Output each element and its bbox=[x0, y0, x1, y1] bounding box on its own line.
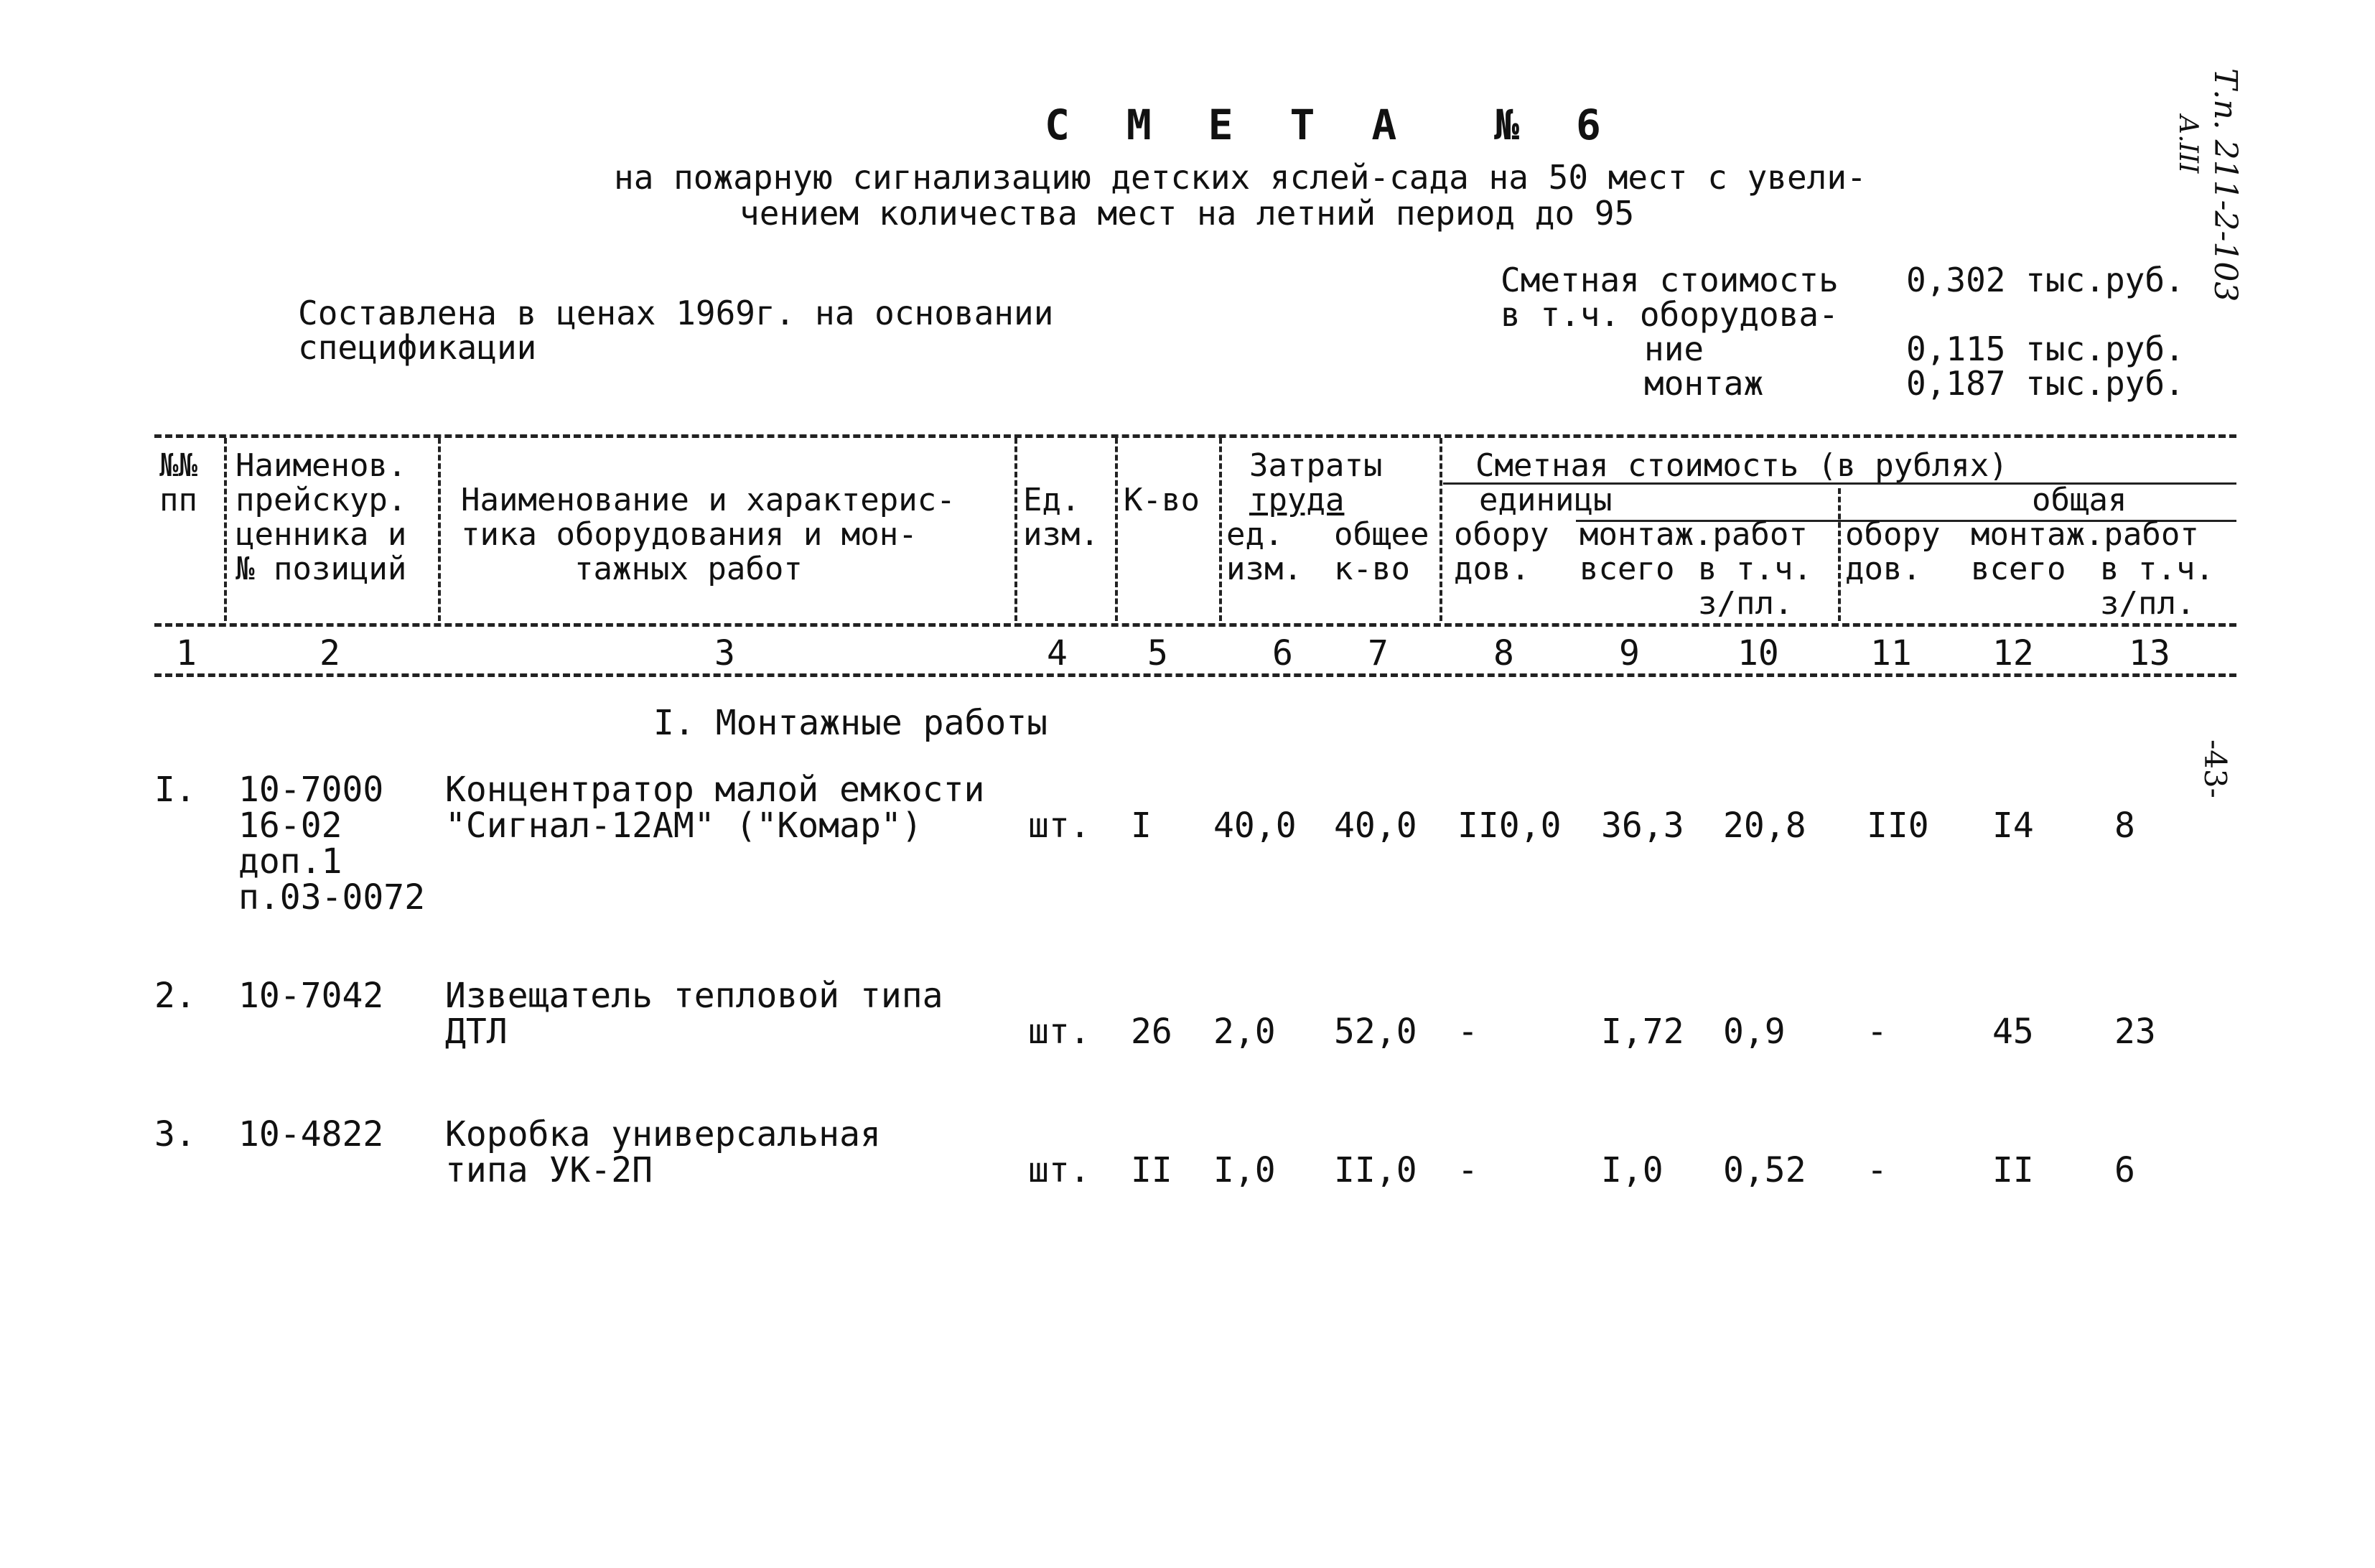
row2-labor-unit: 2,0 bbox=[1213, 1012, 1276, 1052]
side-code: Т.п. 211-2-103 bbox=[2207, 68, 2244, 302]
row3-qty: II bbox=[1131, 1150, 1172, 1190]
header-labor-unit-2: изм. bbox=[1226, 551, 1302, 587]
header-col3-line1: Наименование и характерис- bbox=[461, 482, 956, 518]
colnum-11: 11 bbox=[1870, 633, 1912, 673]
row1-name-1: Концентратор малой емкости bbox=[445, 770, 985, 810]
colnum-7: 7 bbox=[1368, 633, 1389, 673]
colnum-4: 4 bbox=[1047, 633, 1068, 673]
row2-wage-total: 23 bbox=[2114, 1012, 2156, 1052]
colnum-6: 6 bbox=[1272, 633, 1293, 673]
col-sep-2 bbox=[438, 438, 441, 621]
subtitle-line-2: чением количества мест на летний период до 95 bbox=[739, 194, 1635, 233]
header-col1-line2: пп bbox=[159, 482, 197, 518]
header-labor-unit-1: ед. bbox=[1226, 516, 1284, 553]
row3-name-2: типа УК-2П bbox=[445, 1150, 653, 1190]
row1-code-3: доп.1 bbox=[238, 841, 342, 882]
header-col2-line3: ценника и bbox=[235, 516, 407, 553]
colnum-9: 9 bbox=[1619, 633, 1640, 673]
row2-mount-total: 45 bbox=[1992, 1012, 2034, 1052]
row2-name-1: Извещатель тепловой типа bbox=[445, 976, 943, 1016]
header-col3-line3: тажных работ bbox=[574, 551, 803, 587]
header-col4-line2: изм. bbox=[1023, 516, 1099, 553]
row2-equip-total: - bbox=[1867, 1012, 1888, 1052]
row3-mount-unit: I,0 bbox=[1601, 1150, 1664, 1190]
row1-equip-total: II0 bbox=[1867, 806, 1929, 846]
side-album: А.III bbox=[2173, 115, 2203, 174]
row1-labor-total: 40,0 bbox=[1334, 806, 1417, 846]
row1-equip-unit: II0,0 bbox=[1457, 806, 1562, 846]
header-all-unit: всего bbox=[1580, 551, 1675, 587]
page-number: -43- bbox=[2198, 739, 2233, 798]
row3-unit: шт. bbox=[1028, 1150, 1091, 1190]
header-col1-line1: №№ bbox=[159, 447, 197, 484]
document-title: С М Е Т А № 6 bbox=[1045, 101, 1617, 149]
header-col2-line4: № позиций bbox=[235, 551, 407, 587]
composed-line-1: Составлена в ценах 1969г. на основании bbox=[298, 294, 1054, 332]
colnum-1: 1 bbox=[176, 633, 197, 673]
row3-mount-total: II bbox=[1992, 1150, 2034, 1190]
row3-equip-total: - bbox=[1867, 1150, 1888, 1190]
mount-label: монтаж bbox=[1644, 364, 1764, 403]
row3-code-1: 10-4822 bbox=[238, 1114, 384, 1154]
col-sep-7 bbox=[1440, 438, 1442, 621]
header-equip-unit-1: обору bbox=[1454, 516, 1549, 553]
row1-unit: шт. bbox=[1028, 806, 1091, 846]
row1-code-2: 16-02 bbox=[238, 806, 342, 846]
row3-labor-total: II,0 bbox=[1334, 1150, 1417, 1190]
row1-mount-total: I4 bbox=[1992, 806, 2034, 846]
header-col2-line2: прейскур. bbox=[235, 482, 407, 518]
row1-wage-total: 8 bbox=[2114, 806, 2135, 846]
header-mount-unit: монтаж.работ bbox=[1580, 516, 1808, 553]
colnum-13: 13 bbox=[2129, 633, 2170, 673]
row2-wage-unit: 0,9 bbox=[1723, 1012, 1786, 1052]
row3-labor-unit: I,0 bbox=[1213, 1150, 1276, 1190]
colnum-12: 12 bbox=[1992, 633, 2034, 673]
header-col2-line1: Наименов. bbox=[235, 447, 407, 484]
row3-name-1: Коробка универсальная bbox=[445, 1114, 881, 1154]
row2-mount-unit: I,72 bbox=[1601, 1012, 1684, 1052]
row1-wage-unit: 20,8 bbox=[1723, 806, 1806, 846]
row2-labor-total: 52,0 bbox=[1334, 1012, 1417, 1052]
row2-qty: 26 bbox=[1131, 1012, 1172, 1052]
composed-line-2: спецификации bbox=[298, 328, 537, 367]
row2-unit: шт. bbox=[1028, 1012, 1091, 1052]
row2-equip-unit: - bbox=[1457, 1012, 1478, 1052]
row2-name-2: ДТЛ bbox=[445, 1012, 508, 1052]
colnum-5: 5 bbox=[1147, 633, 1168, 673]
header-all-total: всего bbox=[1971, 551, 2066, 587]
colnum-2: 2 bbox=[319, 633, 340, 673]
header-incl-total-1: в т.ч. bbox=[2100, 551, 2214, 587]
row2-number: 2. bbox=[154, 976, 196, 1016]
header-col5: К-во bbox=[1124, 482, 1200, 518]
header-labor-total-2: к-во bbox=[1334, 551, 1410, 587]
colnum-3: 3 bbox=[714, 633, 735, 673]
header-incl-total-2: з/пл. bbox=[2100, 585, 2196, 622]
subtitle-line-1: на пожарную сигнализацию детских яслей-сада на 50 мест с увели- bbox=[614, 158, 1867, 197]
equip-label-2: ние bbox=[1644, 330, 1704, 368]
row1-qty: I bbox=[1131, 806, 1152, 846]
col-sep-3 bbox=[1014, 438, 1017, 621]
row1-code-4: п.03-0072 bbox=[238, 877, 426, 918]
header-mount-total: монтаж.работ bbox=[1971, 516, 2199, 553]
cost-value: 0,302 тыс.руб. bbox=[1906, 261, 2185, 299]
header-cost: Сметная стоимость (в рублях) bbox=[1475, 447, 2008, 484]
row1-number: I. bbox=[154, 770, 196, 810]
equip-label-1: в т.ч. оборудова- bbox=[1501, 295, 1839, 334]
header-bottom-rule bbox=[154, 623, 2236, 627]
row1-code-1: 10-7000 bbox=[238, 770, 384, 810]
header-incl-unit-1: в т.ч. bbox=[1698, 551, 1812, 587]
column-numbers-rule bbox=[154, 673, 2236, 677]
section-title: I. Монтажные работы bbox=[653, 703, 1048, 743]
header-equip-unit-2: дов. bbox=[1454, 551, 1530, 587]
header-col4-line1: Ед. bbox=[1023, 482, 1081, 518]
header-unit: единицы bbox=[1479, 482, 1613, 518]
row3-equip-unit: - bbox=[1457, 1150, 1478, 1190]
row1-name-2: "Сигнал-12АМ" ("Комар") bbox=[445, 806, 923, 846]
header-labor: Затраты bbox=[1249, 447, 1383, 484]
header-equip-total-1: обору bbox=[1845, 516, 1941, 553]
header-labor-2: труда bbox=[1249, 482, 1345, 518]
equip-value: 0,115 тыс.руб. bbox=[1906, 330, 2185, 368]
col-sep-unit-total bbox=[1838, 488, 1841, 621]
cost-label: Сметная стоимость bbox=[1501, 261, 1839, 299]
table-top-rule bbox=[154, 434, 2236, 438]
header-total: общая bbox=[2032, 482, 2127, 518]
header-col3-line2: тика оборудования и мон- bbox=[461, 516, 918, 553]
mount-value: 0,187 тыс.руб. bbox=[1906, 364, 2185, 403]
header-incl-unit-2: з/пл. bbox=[1698, 585, 1793, 622]
header-equip-total-2: дов. bbox=[1845, 551, 1921, 587]
col-sep-4 bbox=[1115, 438, 1118, 621]
col-sep-1 bbox=[224, 438, 227, 621]
row1-labor-unit: 40,0 bbox=[1213, 806, 1297, 846]
row3-number: 3. bbox=[154, 1114, 196, 1154]
row3-wage-unit: 0,52 bbox=[1723, 1150, 1806, 1190]
colnum-8: 8 bbox=[1493, 633, 1514, 673]
row1-mount-unit: 36,3 bbox=[1601, 806, 1684, 846]
header-labor-total-1: общее bbox=[1334, 516, 1429, 553]
row3-wage-total: 6 bbox=[2114, 1150, 2135, 1190]
colnum-10: 10 bbox=[1737, 633, 1779, 673]
col-sep-5 bbox=[1219, 438, 1222, 621]
row2-code-1: 10-7042 bbox=[238, 976, 384, 1016]
